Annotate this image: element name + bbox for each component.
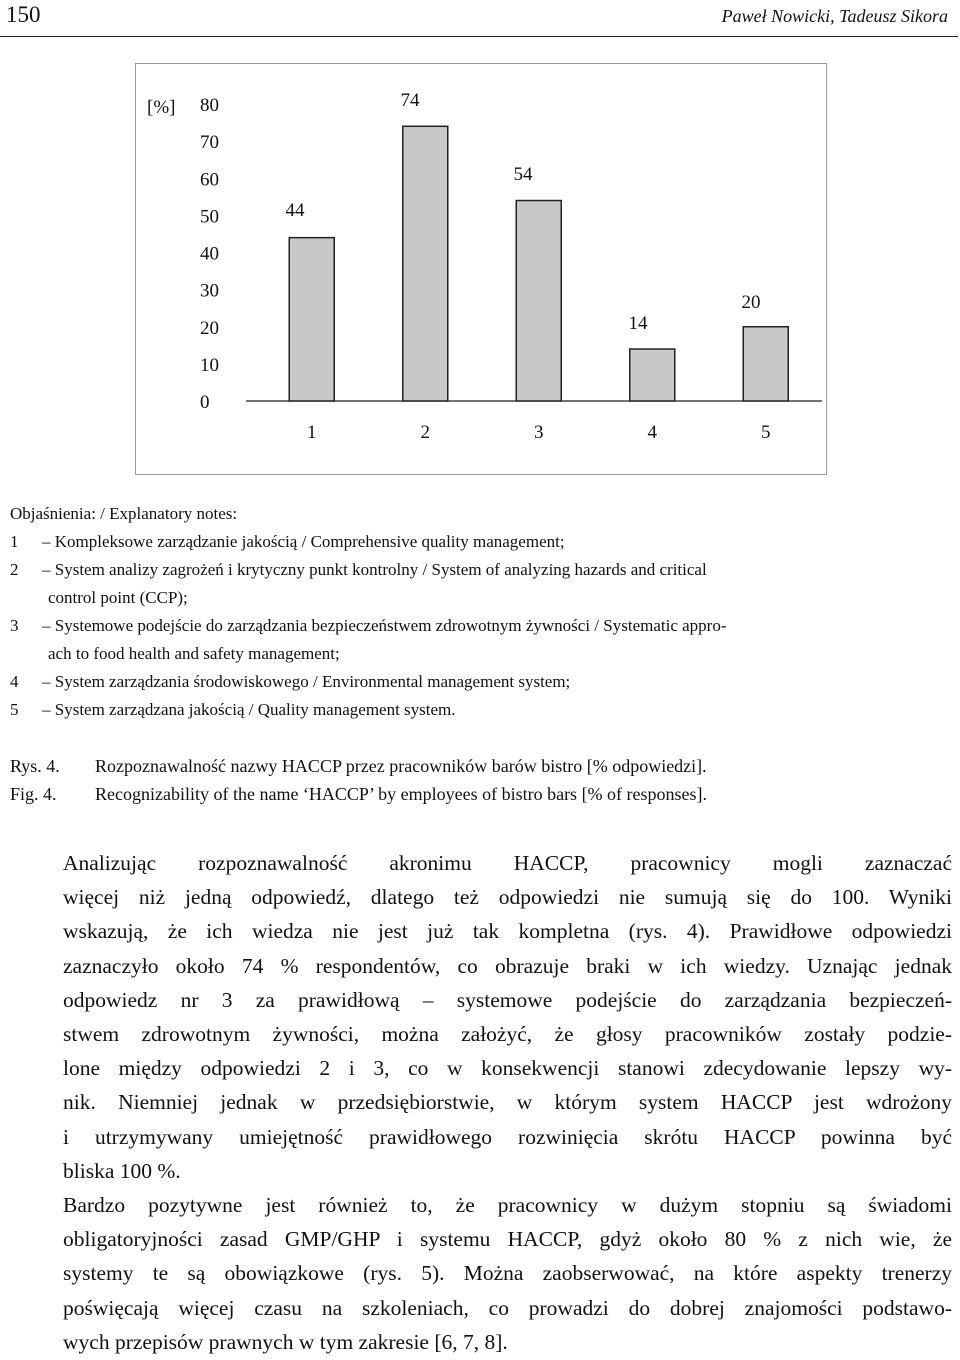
note-item-4: [10, 668, 955, 696]
note-number: 2: [10, 560, 19, 579]
note-item-3-cont: [10, 640, 955, 668]
y-axis-label: [%]: [147, 97, 176, 118]
page-header: [0, 0, 958, 37]
note-item-3: [10, 612, 955, 640]
explanatory-notes: [10, 500, 955, 724]
body-line: wych przepisów prawnych w tym zakresie [6, 7, 8].: [63, 1329, 508, 1354]
bar-chart: [135, 63, 827, 475]
body-line: Analizując rozpoznawalność akronimu HACCP, pracownicy mogli zaznaczać: [63, 851, 952, 875]
data-label: 20: [741, 292, 761, 313]
body-line: odpowiedz nr 3 za prawidłową – systemowe podejście do zarządzania bezpieczeń-: [63, 987, 952, 1012]
y-tick-label: 40: [200, 243, 219, 265]
body-line: nik. Niemniej jednak w przedsiębiorstwie, w którym system HACCP jest wdrożony: [63, 1090, 952, 1115]
body-line: stwem zdrowotnym żywności, można założyć, że głosy pracowników zostały podzie-: [63, 1022, 952, 1047]
note-text: – System zarządzana jakością / Quality management system.: [42, 700, 456, 719]
body-text: [10, 846, 952, 1359]
body-line: lone między odpowiedzi 2 i 3, co w konsekwencji stanowi zdecydowanie lepszy wy-: [63, 1056, 952, 1081]
paragraph-1: [10, 846, 952, 1188]
body-line: wskazują, że ich wiedza nie jest już tak kompletna (rys. 4). Prawidłowe odpowiedzi: [63, 919, 952, 944]
note-text: – Systemowe podejście do zarządzania bezpieczeństwem zdrowotnym żywności / Systematic appro-: [42, 616, 727, 635]
notes-heading: Objaśnienia: / Explanatory notes:: [10, 504, 238, 523]
x-tick-label: 5: [761, 422, 771, 443]
note-item-2-cont: [10, 584, 955, 612]
caption-pl: [10, 752, 955, 780]
note-text: – Kompleksowe zarządzanie jakością / Comprehensive quality management;: [42, 532, 565, 551]
y-tick-label: 70: [200, 132, 219, 154]
note-number: 1: [10, 532, 19, 551]
note-text: – System zarządzania środowiskowego / Environmental management system;: [42, 672, 571, 691]
figure-caption: [10, 752, 955, 808]
note-item-1: [10, 528, 955, 556]
x-tick-label: 1: [307, 422, 317, 443]
paragraph-2: [10, 1188, 952, 1359]
data-label: 54: [513, 164, 533, 185]
body-line: systemy te są obowiązkowe (rys. 5). Można zaobserwować, na które aspekty trenerzy: [63, 1261, 952, 1286]
body-line: zaznaczyło około 74 % respondentów, co obrazuje braki w ich wiedzy. Uznając jednak: [63, 953, 952, 978]
bar-2: [403, 126, 448, 401]
note-number: 5: [10, 700, 19, 719]
bar-5: [743, 327, 788, 401]
x-tick-label: 4: [647, 422, 657, 443]
bar-4: [630, 349, 675, 401]
y-tick-label: 50: [200, 206, 219, 228]
note-text: – System analizy zagrożeń i krytyczny punkt kontrolny / System of analyzing hazards and critical: [42, 560, 707, 579]
y-tick-label: 10: [200, 354, 219, 376]
page-number: 150: [6, 2, 41, 27]
body-line: Bardzo pozytywne jest również to, że pracownicy w dużym stopniu są świadomi: [63, 1193, 952, 1218]
data-label: 14: [628, 313, 648, 334]
note-number: 4: [10, 672, 19, 691]
caption-en-text: Recognizability of the name ‘HACCP’ by employees of bistro bars [% of responses].: [95, 784, 708, 804]
note-item-2: [10, 556, 955, 584]
body-line: bliska 100 %.: [63, 1158, 181, 1183]
caption-pl-text: Rozpoznawalność nazwy HACCP przez pracowników barów bistro [% odpowiedzi].: [95, 756, 707, 776]
note-item-5: [10, 696, 955, 724]
x-tick-label: 2: [420, 422, 430, 443]
bar-chart-canvas: [136, 64, 826, 474]
caption-en-label: Fig. 4.: [10, 784, 57, 804]
note-text: control point (CCP);: [48, 588, 188, 607]
y-tick-label: 30: [200, 280, 219, 302]
y-tick-label: 20: [200, 317, 219, 339]
running-head-authors: Paweł Nowicki, Tadeusz Sikora: [721, 6, 948, 26]
note-text: ach to food health and safety management;: [48, 644, 340, 663]
body-line: i utrzymywany umiejętność prawidłowego rozwinięcia skrótu HACCP powinna być: [63, 1124, 952, 1149]
body-line: obligatoryjności zasad GMP/GHP i systemu HACCP, gdyż około 80 % z nich wie, że: [63, 1227, 952, 1252]
note-number: 3: [10, 616, 19, 635]
y-tick-label: 80: [200, 95, 219, 116]
data-label: 44: [285, 200, 305, 221]
caption-en: [10, 780, 955, 808]
data-label: 74: [400, 90, 420, 111]
bar-1: [289, 238, 334, 401]
y-tick-label: 60: [200, 169, 219, 191]
caption-pl-label: Rys. 4.: [10, 756, 60, 776]
y-tick-label: 0: [200, 392, 210, 413]
bar-3: [516, 201, 561, 401]
x-tick-label: 3: [534, 422, 544, 443]
body-line: więcej niż jedną odpowiedź, dlatego też odpowiedzi nie sumują się do 100. Wyniki: [63, 885, 952, 910]
body-line: poświęcają więcej czasu na szkoleniach, co prowadzi do dobrej znajomości podstawo-: [63, 1295, 952, 1320]
